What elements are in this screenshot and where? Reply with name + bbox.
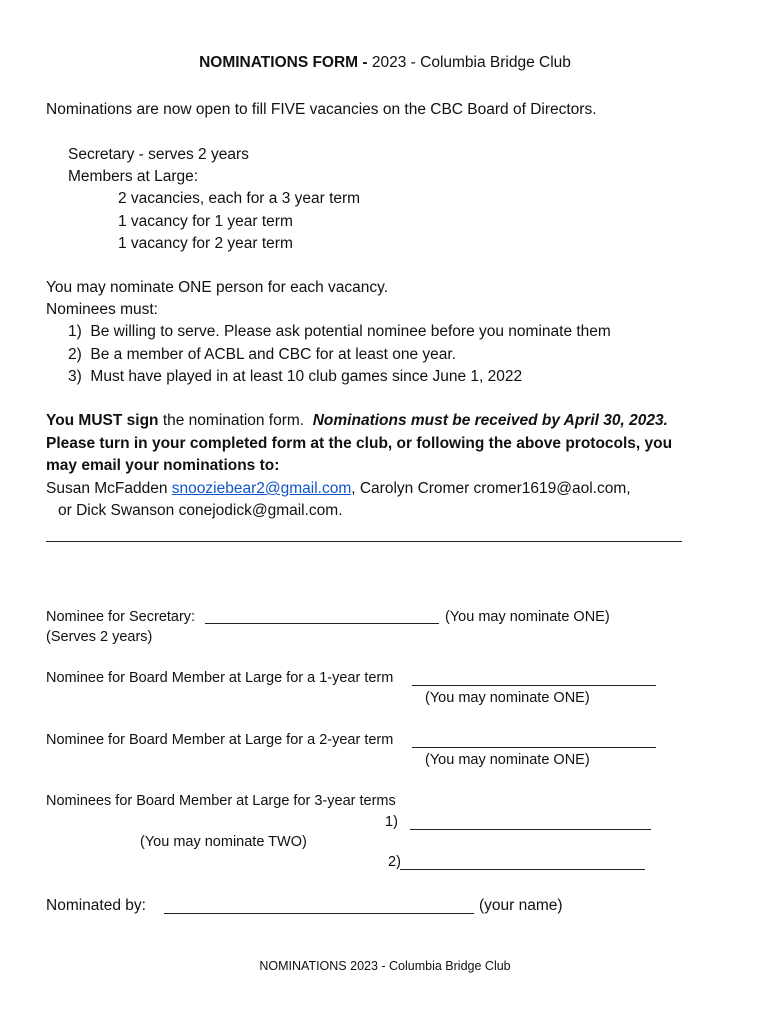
term-item: 1 vacancy for 2 year term bbox=[118, 235, 293, 252]
secretary-input-line[interactable] bbox=[205, 623, 439, 624]
title-rest: 2023 - Columbia Bridge Club bbox=[371, 54, 571, 71]
three-year-second-input-line[interactable] bbox=[400, 869, 645, 870]
rule-number: 1) bbox=[68, 323, 82, 340]
divider bbox=[46, 541, 682, 542]
rule-number: 2) bbox=[68, 346, 82, 363]
three-year-second-number: 2) bbox=[388, 854, 401, 870]
rule-text: Be willing to serve. Please ask potential nominee before you nominate them bbox=[90, 323, 611, 340]
sign-instruction bbox=[46, 412, 668, 430]
nominees-must: Nominees must: bbox=[46, 301, 158, 318]
three-year-label: Nominees for Board Member at Large for 3-year terms bbox=[46, 793, 396, 809]
title-bold: NOMINATIONS FORM - bbox=[199, 54, 372, 71]
three-year-first-input-line[interactable] bbox=[410, 829, 651, 830]
secretary-label: Nominee for Secretary: bbox=[46, 609, 196, 625]
two-year-label: Nominee for Board Member at Large for a 2-year term bbox=[46, 732, 394, 748]
rule-text: Must have played in at least 10 club games since June 1, 2022 bbox=[90, 368, 523, 385]
email-instruction: may email your nominations to: bbox=[46, 457, 280, 474]
contact1-name: Susan McFadden bbox=[46, 480, 172, 497]
must-sign-rest: the nomination form. bbox=[158, 412, 313, 429]
rule-text: Be a member of ACBL and CBC for at least one year. bbox=[90, 346, 457, 363]
contact1-rest: , Carolyn Cromer cromer1619@aol.com, bbox=[351, 480, 631, 497]
turn-in-instruction: Please turn in your completed form at the club, or following the above protocols, you bbox=[46, 435, 673, 452]
page-title bbox=[0, 54, 770, 72]
two-year-input-line[interactable] bbox=[412, 747, 656, 748]
one-year-note: (You may nominate ONE) bbox=[425, 690, 590, 706]
rule-item bbox=[68, 323, 611, 341]
two-year-note: (You may nominate ONE) bbox=[425, 752, 590, 768]
one-year-input-line[interactable] bbox=[412, 685, 656, 686]
contact2-line: or Dick Swanson conejodick@gmail.com. bbox=[58, 502, 343, 519]
three-year-note: (You may nominate TWO) bbox=[140, 834, 307, 850]
one-year-label: Nominee for Board Member at Large for a 1-year term bbox=[46, 670, 394, 686]
page-footer: NOMINATIONS 2023 - Columbia Bridge Club bbox=[259, 959, 511, 973]
contact1-email-link[interactable]: snooziebear2@gmail.com bbox=[171, 480, 352, 497]
one-per-vacancy: You may nominate ONE person for each vacancy. bbox=[46, 279, 389, 296]
must-sign: You MUST sign bbox=[46, 412, 159, 429]
secretary-note: (You may nominate ONE) bbox=[445, 609, 610, 625]
nominated-by-input-line[interactable] bbox=[164, 913, 474, 914]
secretary-term: (Serves 2 years) bbox=[46, 629, 153, 645]
rule-item bbox=[68, 346, 456, 364]
position-members-at-large: Members at Large: bbox=[68, 168, 199, 185]
term-item: 2 vacancies, each for a 3 year term bbox=[118, 190, 361, 207]
position-secretary: Secretary - serves 2 years bbox=[68, 146, 249, 163]
deadline: Nominations must be received by April 30, 2023. bbox=[312, 412, 668, 429]
term-item: 1 vacancy for 1 year term bbox=[118, 213, 293, 230]
intro-text: Nominations are now open to fill FIVE vacancies on the CBC Board of Directors. bbox=[46, 101, 597, 118]
nominated-by-note: (your name) bbox=[479, 897, 563, 914]
nominated-by-label: Nominated by: bbox=[46, 897, 146, 914]
rule-number: 3) bbox=[68, 368, 82, 385]
three-year-first-number: 1) bbox=[385, 814, 398, 830]
contacts-line bbox=[46, 480, 631, 498]
rule-item bbox=[68, 368, 522, 386]
